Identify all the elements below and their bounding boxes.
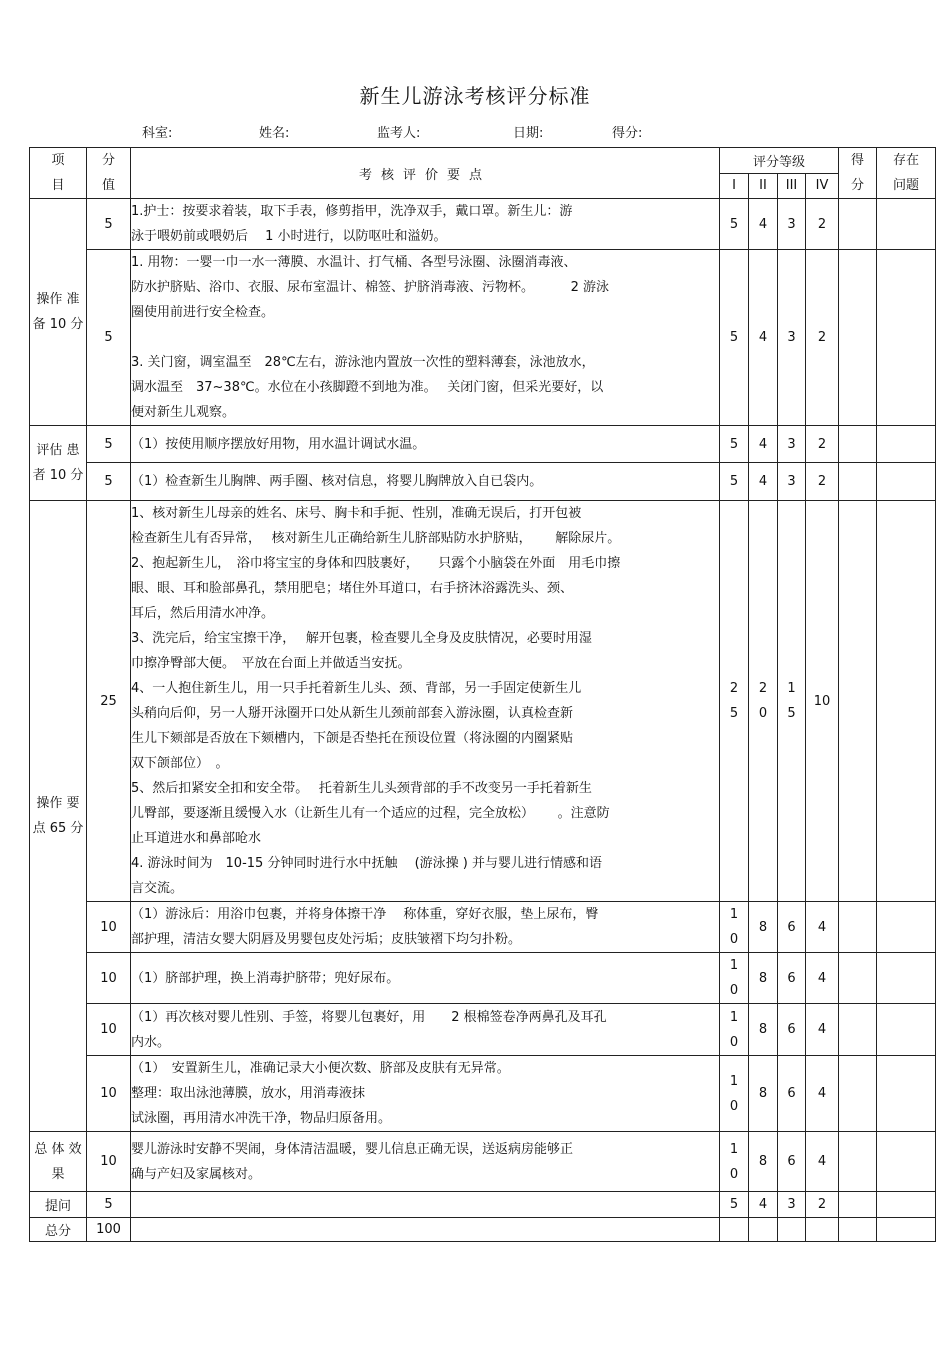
row-issues-cell: [877, 1218, 936, 1242]
row-grade-1: 1 0: [720, 1004, 749, 1056]
row-criteria: （1）游泳后：用浴巾包裹，并将身体擦干净 称体重，穿好衣服，垫上尿布，臀 部护理，清洁女婴大阴唇及男婴包皮处污垢；皮肤皱褶下均匀扑粉。: [131, 902, 720, 953]
table-row: [30, 501, 936, 902]
row-grade-4: 2: [806, 1192, 839, 1218]
row-points: 5: [87, 426, 131, 463]
table-row: [30, 1132, 936, 1192]
score-label: 得分:: [612, 126, 643, 141]
row-grade-4: 10: [806, 501, 839, 902]
row-grade-3: 6: [778, 1056, 806, 1132]
section-ops: 操作 要点 65 分: [30, 501, 87, 1132]
row-grade-1: 2 5: [720, 501, 749, 902]
row-grade-1: 5: [720, 250, 749, 426]
row-grade-3: 6: [778, 902, 806, 953]
section-overall: 总 体 效果: [30, 1132, 87, 1192]
row-criteria: （1）脐部护理，换上消毒护脐带；兜好尿布。: [131, 953, 720, 1004]
section-prep: 操作 准备 10 分: [30, 199, 87, 426]
row-grade-2: [749, 1218, 778, 1242]
row-criteria: 1、核对新生儿母亲的姓名、床号、胸卡和手扼、性别，准确无误后，打开包被 检查新生儿有否异常， 核对新生儿正确给新生儿脐部贴防水护脐贴， 解除尿片。 2、抱起新生儿， 浴巾将宝宝的身体和四肢裹好， 只露个小脑袋在外面 用毛巾擦 眼、眼、耳和脸部鼻孔，禁用肥皂；堵住外耳道口，右手挤沐浴露洗头、颈、 耳后，然后用清水冲净。 3、洗完后，给宝宝擦干净， 解开包裹，检查婴儿全身及皮肤情况，必要时用湿 巾擦净臀部大便。 平放在台面上并做适当安抚。 4、一人抱住新生儿，用一只手托着新生儿头、颈、背部，另一手固定使新生儿 头稍向后仰，另一人掰开泳圈开口处从新生儿颈前部套入游泳圈，认真检查新 生儿下颏部是否放在下颏槽内，下颌是否垫托在预设位置（将泳圈的内圈紧贴 双下颌部位） 。 5、然后扣紧安全扣和安全带。 托着新生儿头颈背部的手不改变另一手托着新生 儿臀部，要逐渐且缓慢入水（让新生儿有一个适应的过程，完全放松） 。注意防 止耳道进水和鼻部呛水 4. 游泳时间为 10-15 分钟同时进行水中抚触 (游泳操 ) 并与婴儿进行情感和语 言交流。: [131, 501, 720, 902]
table-row: [30, 250, 936, 426]
row-grade-4: 4: [806, 1132, 839, 1192]
row-grade-2: 2 0: [749, 501, 778, 902]
row-grade-3: 3: [778, 250, 806, 426]
name-label: 姓名:: [259, 126, 290, 141]
row-criteria: （1）再次核对婴儿性别、手签，将婴儿包裹好，用 2 根棉签卷净两鼻孔及耳孔 内水。: [131, 1004, 720, 1056]
row-points: 10: [87, 953, 131, 1004]
scoring-table: [29, 147, 936, 1242]
row-grade-2: 4: [749, 250, 778, 426]
row-grade-3: 3: [778, 1192, 806, 1218]
row-points: 5: [87, 199, 131, 250]
table-row: [30, 1218, 936, 1242]
row-issues-cell: [877, 1004, 936, 1056]
row-obtained-cell: [839, 501, 877, 902]
row-grade-4: [806, 1218, 839, 1242]
header-grade: 评分等级: [720, 148, 839, 174]
row-criteria: （1） 安置新生儿，准确记录大小便次数、脐部及皮肤有无异常。 整理：取出泳池薄膜，放水，用消毒液抹 试泳圈，再用清水冲洗干净，物品归原备用。: [131, 1056, 720, 1132]
row-grade-3: 3: [778, 426, 806, 463]
row-grade-1: 5: [720, 199, 749, 250]
row-criteria: （1）按使用顺序摆放好用物，用水温计调试水温。: [131, 426, 720, 463]
row-grade-2: 8: [749, 953, 778, 1004]
row-grade-2: 4: [749, 426, 778, 463]
row-grade-3: 6: [778, 953, 806, 1004]
table-row: [30, 426, 936, 463]
table-row: [30, 902, 936, 953]
dept-label: 科室:: [142, 126, 173, 141]
row-grade-1: 1 0: [720, 953, 749, 1004]
row-issues-cell: [877, 1056, 936, 1132]
row-grade-3: 6: [778, 1132, 806, 1192]
row-obtained-cell: [839, 1192, 877, 1218]
section-assess: 评估 患者 10 分: [30, 426, 87, 501]
table-row: [30, 953, 936, 1004]
row-issues-cell: [877, 902, 936, 953]
row-obtained-cell: [839, 199, 877, 250]
row-issues-cell: [877, 199, 936, 250]
row-grade-3: 3: [778, 463, 806, 501]
row-grade-2: 8: [749, 1056, 778, 1132]
row-points: 10: [87, 1004, 131, 1056]
row-issues-cell: [877, 1192, 936, 1218]
header-issues: 存在 问题: [877, 148, 936, 199]
row-grade-3: 6: [778, 1004, 806, 1056]
row-grade-4: 2: [806, 199, 839, 250]
header-grade-2: II: [749, 173, 778, 199]
table-row: [30, 199, 936, 250]
row-issues-cell: [877, 1132, 936, 1192]
row-points: 100: [87, 1218, 131, 1242]
header-grade-3: III: [778, 173, 806, 199]
row-grade-2: 8: [749, 1132, 778, 1192]
row-obtained-cell: [839, 463, 877, 501]
row-obtained-cell: [839, 1132, 877, 1192]
row-criteria: [131, 1218, 720, 1242]
row-grade-1: 5: [720, 426, 749, 463]
row-grade-4: 2: [806, 426, 839, 463]
row-obtained-cell: [839, 953, 877, 1004]
row-points: 5: [87, 250, 131, 426]
row-grade-2: 8: [749, 1004, 778, 1056]
row-grade-2: 8: [749, 902, 778, 953]
row-obtained-cell: [839, 250, 877, 426]
row-grade-1: 1 0: [720, 902, 749, 953]
row-grade-3: 1 5: [778, 501, 806, 902]
examiner-label: 监考人:: [377, 126, 421, 141]
row-obtained-cell: [839, 1218, 877, 1242]
row-criteria: （1）检查新生儿胸牌、两手圈、核对信息，将婴儿胸牌放入自已袋内。: [131, 463, 720, 501]
row-criteria: 1. 用物：一婴一巾一水一薄膜、水温计、打气桶、各型号泳圈、泳圈消毒液、 防水护脐贴、浴巾、衣服、尿布室温计、棉签、护脐消毒液、污物杯。 2 游泳 圈使用前进行安全检查。 3. 关门窗，调室温至 28℃左右，游泳池内置放一次性的塑料薄套，泳池放水， 调水温至 37~38℃。水位在小孩脚蹬不到地为准。 关闭门窗，但采光要好，以 便对新生儿观察。: [131, 250, 720, 426]
row-grade-2: 4: [749, 463, 778, 501]
header-obtained: 得 分: [839, 148, 877, 199]
row-grade-4: 2: [806, 463, 839, 501]
row-issues-cell: [877, 463, 936, 501]
row-issues-cell: [877, 501, 936, 902]
row-obtained-cell: [839, 426, 877, 463]
row-grade-4: 2: [806, 250, 839, 426]
page-title: 新生儿游泳考核评分标准: [359, 84, 591, 108]
row-grade-4: 4: [806, 1004, 839, 1056]
row-obtained-cell: [839, 1056, 877, 1132]
header-grade-1: I: [720, 173, 749, 199]
header-points: 分 值: [87, 148, 131, 199]
row-points: 25: [87, 501, 131, 902]
row-obtained-cell: [839, 902, 877, 953]
section-total: 总分: [30, 1218, 87, 1242]
row-points: 5: [87, 1192, 131, 1218]
section-question: 提问: [30, 1192, 87, 1218]
table-row: [30, 1004, 936, 1056]
row-grade-4: 4: [806, 1056, 839, 1132]
row-issues-cell: [877, 250, 936, 426]
header-item: 项 目: [30, 148, 87, 199]
header-criteria: 考核评价要点: [131, 148, 720, 199]
row-issues-cell: [877, 953, 936, 1004]
row-criteria: [131, 1192, 720, 1218]
header-grade-4: IV: [806, 173, 839, 199]
row-grade-1: [720, 1218, 749, 1242]
row-grade-4: 4: [806, 902, 839, 953]
table-row: [30, 463, 936, 501]
table-row: [30, 1192, 936, 1218]
row-grade-3: [778, 1218, 806, 1242]
row-obtained-cell: [839, 1004, 877, 1056]
row-issues-cell: [877, 426, 936, 463]
row-points: 5: [87, 463, 131, 501]
row-grade-2: 4: [749, 199, 778, 250]
row-grade-4: 4: [806, 953, 839, 1004]
row-grade-1: 5: [720, 463, 749, 501]
row-grade-1: 5: [720, 1192, 749, 1218]
row-points: 10: [87, 902, 131, 953]
row-grade-1: 1 0: [720, 1056, 749, 1132]
row-criteria: 婴儿游泳时安静不哭闹，身体清洁温暖，婴儿信息正确无误，送返病房能够正 确与产妇及家属核对。: [131, 1132, 720, 1192]
header-row: [30, 148, 936, 174]
row-points: 10: [87, 1132, 131, 1192]
row-grade-3: 3: [778, 199, 806, 250]
row-grade-2: 4: [749, 1192, 778, 1218]
row-criteria: 1.护士：按要求着装，取下手表，修剪指甲，洗净双手，戴口罩。新生儿：游 泳于喂奶前或喂奶后 1 小时进行，以防呕吐和溢奶。: [131, 199, 720, 250]
row-points: 10: [87, 1056, 131, 1132]
row-grade-1: 1 0: [720, 1132, 749, 1192]
date-label: 日期:: [513, 126, 544, 141]
table-row: [30, 1056, 936, 1132]
